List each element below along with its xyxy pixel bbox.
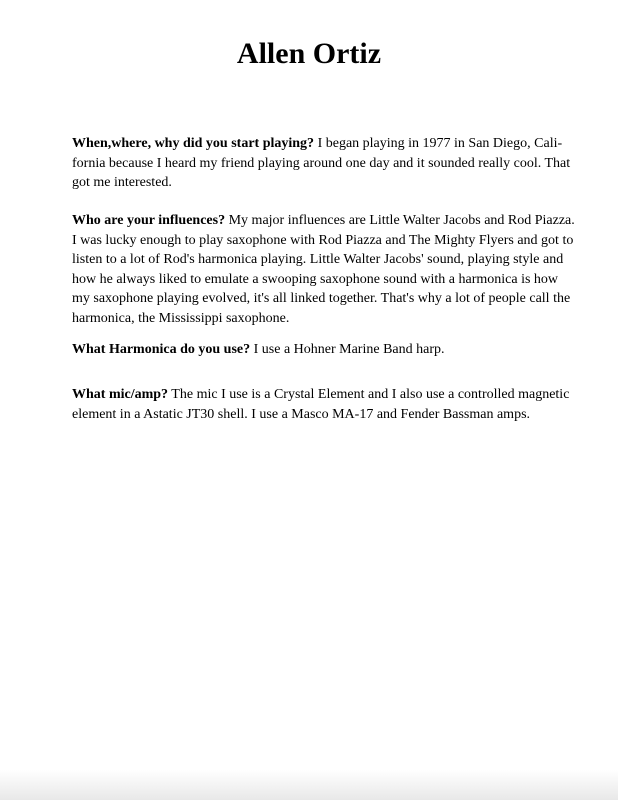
paragraph-line: harmonica, the Mississippi saxophone. [72, 310, 290, 326]
paragraph-line [72, 340, 548, 360]
answer-text: My major influences are Little Walter Jacobs and Rod Piazza. [225, 213, 575, 228]
qa-paragraph-mic-amp [72, 385, 570, 424]
paragraph-line: got me interested. [72, 175, 172, 190]
paragraph-line: listen to a lot of Rod's harmonica playing. Little Walter Jacobs' sound, playing style and [72, 252, 564, 267]
question-label: Who are your influences? [72, 213, 226, 228]
question-label: What mic/amp? [72, 387, 169, 402]
answer-text: I use a Hohner Marine Band harp. [250, 342, 445, 357]
page-title: Allen Ortiz [236, 37, 382, 70]
paragraph-line: how he always liked to emulate a swooping saxophone sound with a harmonica is how [72, 271, 559, 287]
qa-paragraph-influences [72, 211, 575, 328]
question-label: When,where, why did you start playing? [72, 136, 315, 151]
answer-text: I began playing in 1977 in San Diego, Cali- [314, 136, 563, 151]
qa-paragraph-start-playing [72, 134, 571, 193]
paragraph-line [72, 211, 575, 231]
paragraph-line: fornia because I heard my friend playing around one day and it sounded really cool. That [72, 155, 571, 171]
paragraph-line [72, 134, 563, 154]
qa-paragraph-harmonica [72, 340, 548, 360]
page-bottom-edge [0, 770, 618, 800]
answer-text: The mic I use is a Crystal Element and I also use a controlled magnetic [168, 387, 570, 402]
paragraph-line [72, 385, 570, 405]
paragraph-line: element in a Astatic JT30 shell. I use a Masco MA-17 and Fender Bassman amps. [72, 406, 531, 422]
paragraph-line: I was lucky enough to play saxophone with Rod Piazza and The Mighty Flyers and got to [72, 232, 574, 248]
question-label: What Harmonica do you use? [72, 342, 251, 357]
paragraph-line: my saxophone playing evolved, it's all linked together. That's why a lot of people call the [72, 291, 571, 306]
